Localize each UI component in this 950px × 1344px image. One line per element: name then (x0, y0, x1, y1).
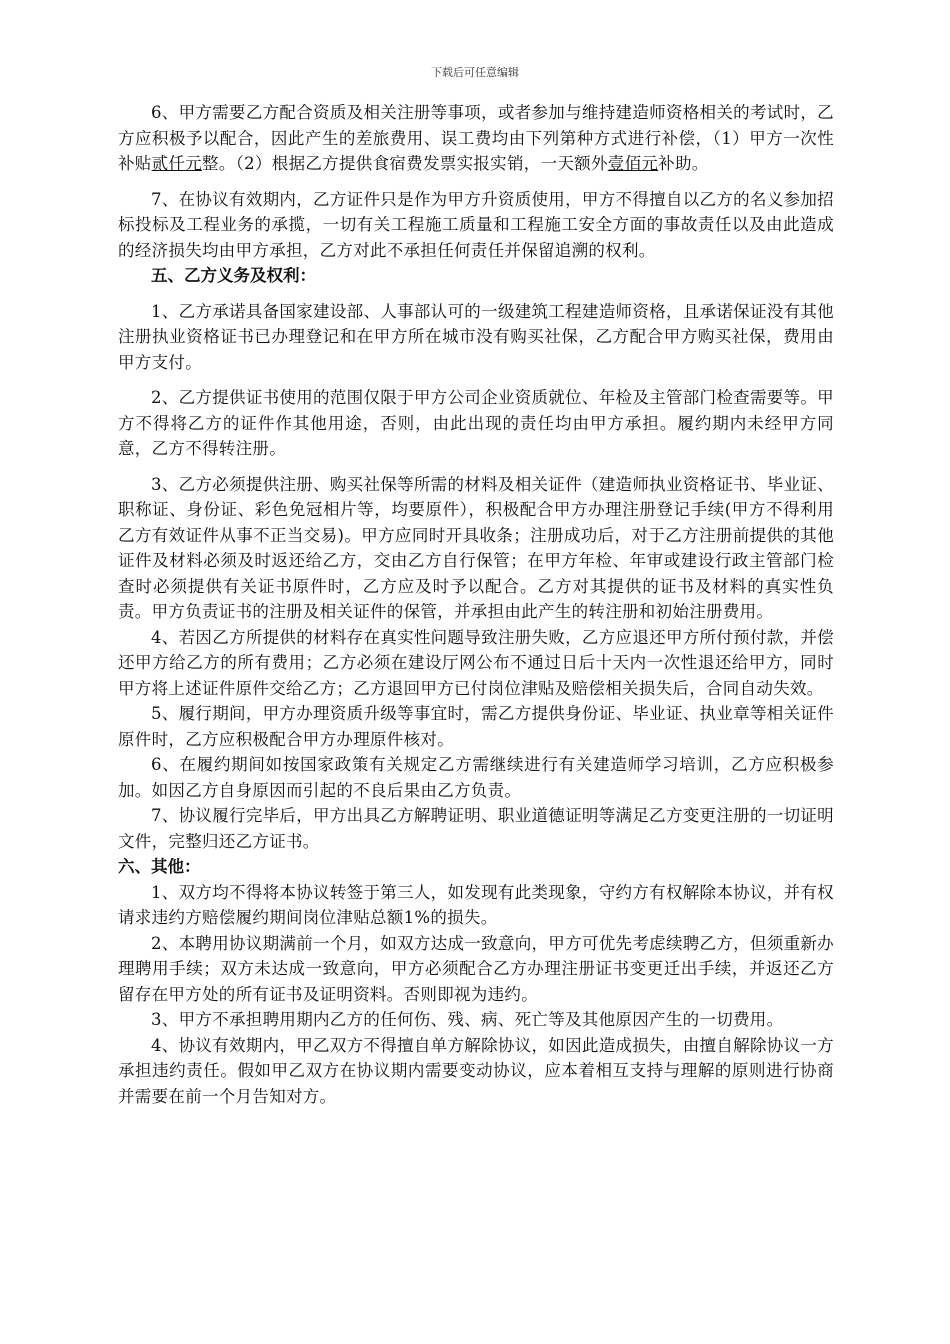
clause-5-4: 4、若因乙方所提供的材料存在真实性问题导致注册失败，乙方应退还甲方所付预付款，并偿还甲方给乙方的所有费用；乙方必须在建设厅网公布不通过日后十天内一次性退还给甲方，同时甲方将上述证件原件交给乙方；乙方退回甲方已付岗位津贴及赔偿相关损失后，合同自动失效。 (118, 627, 834, 698)
clause-5-3: 3、乙方必须提供注册、购买社保等所需的材料及相关证件（建造师执业资格证书、毕业证、职称证、身份证、彩色免冠相片等，均要原件），积极配合甲方办理注册登记手续(甲方不得利用乙方有效证件从事不正当交易)。甲方应同时开具收条；注册成功后，对于乙方注册前提供的其他证件及材料必须及时返还给乙方，交由乙方自行保管；在甲方年检、年审或建设行政主管部门检查时必须提供有关证书原件时，乙方应及时予以配合。乙方对其提供的证书及材料的真实性负责。甲方负责证书的注册及相关证件的保管，并承担由此产生的转注册和初始注册费用。 (118, 474, 834, 621)
subsidy-amount-lump-sum: 贰仟元 (151, 154, 203, 173)
clause-6-3: 3、甲方不承担聘用期内乙方的任何伤、残、病、死亡等及其他原因产生的一切费用。 (151, 1010, 784, 1029)
page-header-note: 下载后可任意编辑 (431, 66, 519, 79)
clause-5-7: 7、协议履行完毕后，甲方出具乙方解聘证明、职业道德证明等满足乙方变更注册的一切证明文件，完整归还乙方证书。 (118, 806, 834, 851)
clause-6-1: 1、双方均不得将本协议转签于第三人，如发现有此类现象，守约方有权解除本协议，并有权请求违约方赔偿履约期间岗位津贴总额1%的损失。 (118, 882, 834, 927)
clause-5-1: 1、乙方承诺具备国家建设部、人事部认可的一级建筑工程建造师资格，且承诺保证没有其他注册执业资格证书已办理登记和在甲方所在城市没有购买社保，乙方配合甲方购买社保，费用由甲方支付。 (118, 301, 834, 372)
clause-5-2: 2、乙方提供证书使用的范围仅限于甲方公司企业资质就位、年检及主管部门检查需要等。甲方不得将乙方的证件作其他用途，否则，由此出现的责任均由甲方承担。履约期内未经甲方同意，乙方不得转注册。 (118, 388, 834, 458)
clause-6-4: 4、协议有效期内，甲乙双方不得擅自单方解除协议，如因此造成损失，由擅自解除协议一方承担违约责任。假如甲乙双方在协议期内需要变动协议，应本着相互支持与理解的原则进行协商并需要在前一个月告知对方。 (118, 1035, 834, 1106)
clause-4-7: 7、在协议有效期内，乙方证件只是作为甲方升资质使用，甲方不得擅自以乙方的名义参加招标投标及工程业务的承揽，一切有关工程施工质量和工程施工安全方面的事故责任以及由此造成的经济损失均由甲方承担，乙方对此不承担任何责任并保留追溯的权利。 (118, 189, 834, 260)
section-5-heading: 五、乙方义务及权利： (151, 266, 316, 285)
clause-4-6-text-a: 6、甲方需要乙方配合资质及相关注册等事项，或者参加与维持建造师资格相关的考试时，乙方应积极予以配合，因此产生的差旅费用、误工费均由下列第种方式进行补偿，（1）甲方一次性补贴 (118, 103, 834, 173)
clause-5-5: 5、履行期间，甲方办理资质升级等事宜时，需乙方提供身份证、毕业证、执业章等相关证件原件时，乙方应积极配合甲方办理原件核对。 (118, 704, 834, 749)
clause-4-6-text-b: 整。（2）根据乙方提供食宿费发票实报实销，一天额外 (202, 154, 608, 173)
clause-4-6-text-c: 补助。 (658, 154, 709, 173)
clause-6-2: 2、本聘用协议期满前一个月，如双方达成一致意向，甲方可优先考虑续聘乙方，但须重新办理聘用手续；双方未达成一致意向，甲方必须配合乙方办理注册证书变更迁出手续，并返还乙方留存在甲方处的所有证书及证明资料。否则即视为违约。 (118, 933, 834, 1004)
section-6-heading: 六、其他： (118, 857, 201, 876)
clause-4-6 (118, 100, 834, 177)
subsidy-amount-daily: 壹佰元 (607, 154, 659, 173)
document-body (118, 100, 834, 1109)
clause-5-6: 6、在履约期间如按国家政策有关规定乙方需继续进行有关建造师学习培训，乙方应积极参加。如因乙方自身原因而引起的不良后果由乙方负责。 (118, 755, 834, 800)
